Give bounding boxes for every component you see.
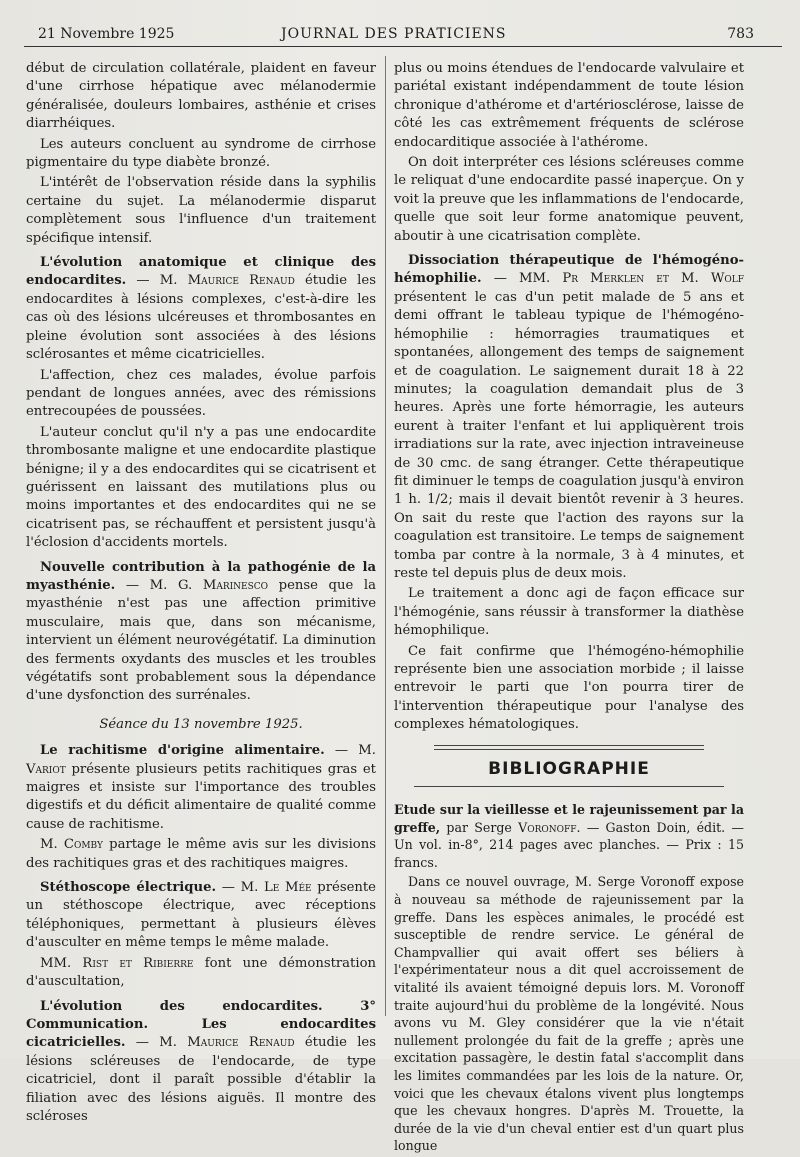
article-endocardites: L'évolution anatomique et clinique des endocardites. — M. Maurice Renaud étudie les endocardites à lésions complexes, c'est-à-dire les cas où des lésions ulcéreuses et thrombosantes en pleine évolution sont associées à des lésions sclérosantes et même cicatricielles. xyxy=(26,255,376,363)
article-text: présentent le cas d'un petit malade de 5 ans et demi offrant le tableau typique de l'hémogéno-hémophilie : hémorragies traumatiques et spontanées, allongement des temps de saignement et de coagulation. Le saignement durait 18 à 22 minutes; la coagulation demandait plus de 3 heures. Après une forte hémorragie, les auteurs eurent à traiter l'enfant et lui appliquèrent trois irradiations sur la rate, avec injection intraveineuse de 30 cmc. de sang étranger. Cette thérapeutique fit diminuer le temps de coagulation jusqu'à environ 1 h. 1/2; mais il devait bientôt revenir à 3 heures. On sait du reste que l'action des rayons sur la coagulation est transitoire. Le temps de saignement tomba par contre à la normale, 3 à 4 minutes, et reste tel depuis plus de deux mois. xyxy=(394,289,744,581)
article-text: étudie les endocardites à lésions complexes, c'est-à-dire les cas où des lésions ulcéreuses et thrombosantes en pleine évolution sont associées à des lésions sclérosantes et même cicatricielles. xyxy=(26,273,376,363)
article-author: M. Le Mée xyxy=(240,880,312,896)
article-title: Le rachitisme d'origine alimentaire. xyxy=(40,743,325,759)
article-title: Nouvelle contribution à la pathogénie de la myasthénie. xyxy=(26,559,376,593)
right-column xyxy=(394,60,744,1157)
book-publication: — Gaston Doin, édit. — Un vol. in-8°, 214 pages avec planches. — Prix : 15 francs. xyxy=(394,819,744,870)
bibliography-heading-block xyxy=(394,745,744,787)
heading-rule xyxy=(414,786,724,787)
paragraph xyxy=(26,836,376,873)
book-author: Voronoff. xyxy=(518,819,581,835)
header-date: 21 Novembre 1925 xyxy=(38,26,175,42)
paragraph: plus ou moins étendues de l'endocarde valvulaire et pariétal existant indépendamment de toute lésion chronique d'athérome et d'artériosclérose, laisse de côté les cas extrêmement fréquents de sclérose endocarditique associée à l'athérome. xyxy=(394,61,744,150)
page-header xyxy=(38,26,762,46)
article-myasthenie: Nouvelle contribution à la pathogénie de la myasthénie. — M. G. Marinesco pense que la myasthénie n'est pas une affection primitive musculaire, mais que, dans son mécanisme, intervient un élément neurovégétatif. La diminution des ferments oxydants des muscles et les troubles végétatifs sont probablement sous la dépendance d'une dysfonction des surrénales. xyxy=(26,559,376,704)
article-title: L'évolution anatomique et clinique des endocardites. xyxy=(26,255,376,289)
article-text: présente un stéthoscope électrique, avec réceptions téléphoniques, permettant à plusieurs élèves d'ausculter en même temps le même malade. xyxy=(26,880,376,951)
book-title: Etude sur la vieillesse et le rajeunissement par la greffe, xyxy=(394,802,744,835)
journal-title: JOURNAL DES PRATICIENS xyxy=(281,26,507,42)
article-author: MM. Rist et Ribierre xyxy=(40,955,194,971)
paragraph: L'affection, chez ces malades, évolue parfois pendant de longues années, avec des rémissions entrecoupées de poussées. xyxy=(26,367,376,420)
paragraph xyxy=(26,955,376,992)
article-text: étudie les lésions scléreuses de l'endocarde, de type cicatriciel, dont il paraît possible d'établir la filiation avec des lésions aiguës. Il montre des scléroses xyxy=(26,1035,376,1124)
article-author: M. Maurice Renaud xyxy=(159,273,295,289)
ornamental-rule xyxy=(434,745,704,750)
article-title: Dissociation thérapeutique de l'hémogéno-hémophilie. xyxy=(394,253,744,287)
book-by: par Serge xyxy=(446,819,512,835)
left-column xyxy=(26,60,376,1128)
article-author: M. Comby xyxy=(40,837,103,853)
page-number: 783 xyxy=(727,26,754,42)
article-text: font une démonstration d'auscultation, xyxy=(26,955,376,990)
review-text: Dans ce nouvel ouvrage, M. Serge Voronoff expose à nouveau sa méthode de rajeunissement par la greffe. Dans les espèces animales, le procédé est susceptible de rendre service. Le général de Champvallier qui avait offert ses béliers à l'expérimentateur nous a dit quel accroissement de vitalité ils avaient témoigné depuis lors. M. Voronoff traite aujourd'hui du problème de la longévité. Nous avons vu M. Gley considérer que la vie n'était nullement prolongée du fait de la greffe ; après une excitation passagère, le destin fatal s'accomplit dans les limites commandées par les lois de la nature. Or, voici que les chevaux étalons vivent plus longtemps que les chevaux hongres. D'après M. Trouette, la durée de la vie d'un cheval entier est d'un quart plus longue xyxy=(394,874,744,1154)
article-stethoscope: Stéthoscope électrique. — M. Le Mée présente un stéthoscope électrique, avec réceptions téléphoniques, permettant à plusieurs élèves d'ausculter en même temps le même malade. xyxy=(26,880,376,951)
paragraph: début de circulation collatérale, plaident en faveur d'une cirrhose hépatique avec mélanodermie généralisée, douleurs lombaires, asthénie et crises diarrhéiques. xyxy=(26,61,376,132)
bibliography-heading: BIBLIOGRAPHIE xyxy=(488,758,650,779)
article-author: MM. Pr Merklen et M. Wolf xyxy=(519,271,744,287)
article-author: M. Variot xyxy=(26,743,376,777)
header-rule xyxy=(24,46,782,47)
paragraph: L'intérêt de l'observation réside dans la syphilis certaine du sujet. La mélanodermie disparut complètement sous l'influence d'un traitement spécifique intensif. xyxy=(26,175,376,246)
bibliography-entry xyxy=(394,801,744,871)
seance-heading: Séance du 13 novembre 1925. xyxy=(99,716,303,732)
article-author: M. Maurice Renaud xyxy=(159,1035,295,1051)
paragraph: On doit interpréter ces lésions scléreuses comme le reliquat d'une endocardite passé inaperçue. On y voit la preuve que les inflammations de l'endocarde, quelle que soit leur forme anatomique peuvent, aboutir à une cicatrisation complète. xyxy=(394,155,744,244)
paragraph: L'auteur conclut qu'il n'y a pas une endocardite thrombosante maligne et une endocardite plastique bénigne; il y a des endocardites qui se cicatrisent et guérissent en laissant des mutilations plus ou moins importantes et des endocardites qui ne se cicatrisent pas, se réchauffent et persistent jusqu'à l'éclosion d'accidents mortels. xyxy=(26,424,376,551)
article-title: Stéthoscope électrique. xyxy=(40,880,217,896)
article-endocardites-cicatricielles: L'évolution des endocardites. 3° Communication. Les endocardites cicatricielles. — M. Maurice Renaud étudie les lésions scléreuses de l'endocarde, de type cicatriciel, dont il paraît possible d'établir la filiation avec des lésions aiguës. Il montre des scléroses xyxy=(26,998,376,1124)
article-text: pense que la myasthénie n'est pas une affection primitive musculaire, mais que, dans son mécanisme, intervient un élément neurovégétatif. La diminution des ferments oxydants des muscles et les troubles végétatifs sont probablement sous la dépendance d'une dysfonction des surrénales. xyxy=(26,577,376,704)
paragraph: Ce fait confirme que l'hémogéno-hémophilie représente bien une association morbide ; il laisse entrevoir le parti que l'on pourra tirer de l'intervention thérapeutique pour l'analyse des complexes hématologiques. xyxy=(394,643,744,733)
article-author: M. G. Marinesco xyxy=(149,577,269,593)
article-hemophilie: Dissociation thérapeutique de l'hémogéno-hémophilie. — MM. Pr Merklen et M. Wolf présentent le cas d'un petit malade de 5 ans et demi offrant le tableau typique de l'hémogéno-hémophilie : hémorragies traumatiques et spontanées, allongement des temps de saignement et de coagulation. Le saignement durait 18 à 22 minutes; la coagulation demandait plus de 3 heures. Après une forte hémorragie, les auteurs eurent à traiter l'enfant et lui appliquèrent trois irradiations sur la rate, avec injection intraveineuse de 30 cmc. de sang étranger. Cette thérapeutique fit diminuer le temps de coagulation jusqu'à environ 1 h. 1/2; mais il devait bientôt revenir à 3 heures. On sait du reste que l'action des rayons sur la coagulation est transitoire. Le temps de saignement tomba par contre à la normale, 3 à 4 minutes, et reste tel depuis plus de deux mois. xyxy=(394,253,744,581)
paragraph: Les auteurs concluent au syndrome de cirrhose pigmentaire du type diabète bronzé. xyxy=(26,136,376,171)
article-title: L'évolution des endocardites. 3° Communication. Les endocardites cicatricielles. xyxy=(26,998,376,1051)
paragraph: Le traitement a donc agi de façon efficace sur l'hémogénie, sans réussir à transformer la diathèse hémophilique. xyxy=(394,586,744,639)
column-divider xyxy=(385,56,386,1016)
article-text: partage le même avis sur les divisions des rachitiques gras et des rachitiques maigres. xyxy=(26,837,376,871)
article-text: présente plusieurs petits rachitiques gras et maigres et insiste sur l'importance des troubles digestifs et du déficit alimentaire de qualité comme cause de rachitisme. xyxy=(26,761,376,832)
article-rachitisme: Le rachitisme d'origine alimentaire. — M. Variot présente plusieurs petits rachitiques gras et maigres et insiste sur l'importance des troubles digestifs et du déficit alimentaire de qualité comme cause de rachitisme. xyxy=(26,743,376,832)
